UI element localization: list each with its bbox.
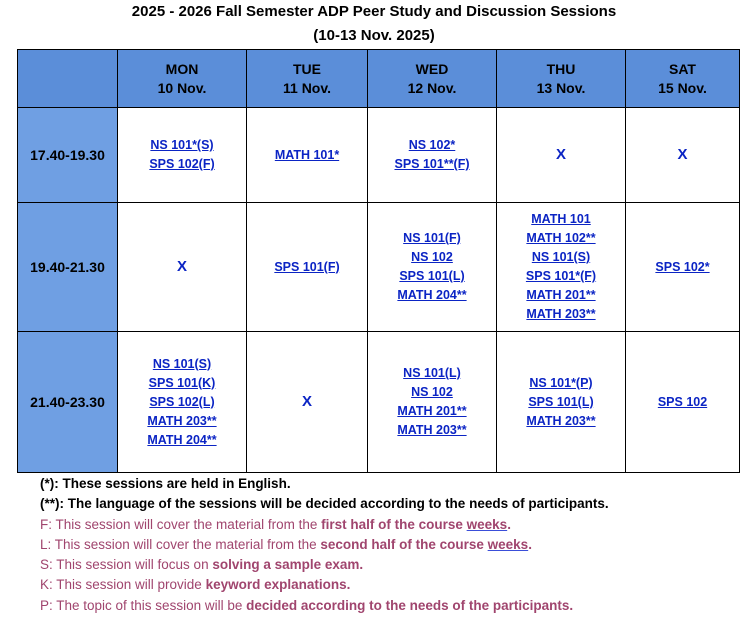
no-session-mark: X — [301, 393, 312, 410]
course-link[interactable]: SPS 101**(F) — [394, 157, 470, 171]
corner-cell — [18, 50, 118, 108]
legend-notes — [40, 474, 609, 616]
session-cell — [497, 108, 626, 203]
course-link[interactable]: SPS 101(K) — [148, 375, 216, 390]
course-link[interactable]: MATH 204** — [147, 432, 217, 447]
day-name: MON — [165, 60, 199, 77]
course-link[interactable]: MATH 201** — [397, 404, 467, 418]
session-cell — [247, 332, 368, 473]
day-name: TUE — [293, 60, 321, 77]
session-cell — [497, 332, 626, 473]
session-cell — [118, 203, 247, 332]
course-link[interactable]: NS 101*(S) — [150, 138, 214, 152]
course-link[interactable]: NS 101(F) — [403, 231, 461, 245]
course-link[interactable]: MATH 102** — [526, 231, 596, 245]
time-slot: 21.40-23.30 — [18, 332, 118, 473]
session-cell — [247, 108, 368, 203]
note-language: (**): The language of the sessions will be decided according to the needs of participants. — [40, 496, 609, 512]
header-row — [18, 50, 740, 108]
course-link[interactable]: MATH 203** — [147, 413, 217, 428]
course-link[interactable]: SPS 102(L) — [149, 394, 215, 409]
day-header — [626, 50, 740, 108]
session-cell — [626, 108, 740, 203]
course-link[interactable]: MATH 203** — [397, 423, 467, 437]
session-cell — [118, 332, 247, 473]
session-cell — [626, 203, 740, 332]
course-link[interactable]: MATH 203** — [526, 413, 596, 428]
no-session-mark: X — [555, 146, 566, 163]
note-english: (*): These sessions are held in English. — [40, 476, 291, 491]
session-cell — [247, 203, 368, 332]
course-link[interactable]: SPS 101(L) — [399, 269, 465, 283]
day-date: 11 Nov. — [283, 79, 331, 96]
course-link[interactable]: SPS 101*(F) — [525, 269, 597, 283]
course-link[interactable]: NS 102* — [408, 138, 456, 152]
session-cell — [368, 108, 497, 203]
note-f: F: This session will cover the material from the first half of the course weeks. — [40, 516, 511, 532]
session-cell — [497, 203, 626, 332]
course-link[interactable]: MATH 101 — [531, 212, 591, 226]
schedule-row — [18, 108, 740, 203]
day-name: SAT — [669, 60, 696, 77]
page-title: 2025 - 2026 Fall Semester ADP Peer Study and Discussion Sessions — [131, 3, 617, 20]
course-link[interactable]: MATH 101* — [274, 147, 340, 162]
session-cell — [626, 332, 740, 473]
schedule-row — [18, 332, 740, 473]
schedule-row — [18, 203, 740, 332]
course-link[interactable]: NS 102 — [411, 250, 453, 264]
day-date: 12 Nov. — [407, 79, 457, 96]
course-link[interactable]: SPS 102 — [657, 394, 708, 409]
no-session-mark: X — [176, 258, 187, 275]
page-subtitle: (10-13 Nov. 2025) — [313, 27, 435, 44]
day-name: WED — [415, 60, 449, 77]
course-link[interactable]: SPS 101(L) — [528, 394, 594, 409]
session-cell — [118, 108, 247, 203]
course-link[interactable]: NS 101(S) — [531, 250, 591, 264]
time-slot: 19.40-21.30 — [18, 203, 118, 332]
note-l: L: This session will cover the material from the second half of the course weeks. — [40, 536, 532, 552]
course-link[interactable]: MATH 204** — [397, 288, 467, 302]
session-cell — [368, 203, 497, 332]
day-header — [497, 50, 626, 108]
time-slot: 17.40-19.30 — [18, 108, 118, 203]
course-link[interactable]: NS 101*(P) — [529, 375, 593, 390]
day-header — [247, 50, 368, 108]
note-s: S: This session will focus on solving a sample exam. — [40, 557, 364, 573]
day-header — [118, 50, 247, 108]
course-link[interactable]: MATH 203** — [526, 307, 596, 321]
day-header — [368, 50, 497, 108]
course-link[interactable]: NS 101(L) — [403, 366, 461, 380]
course-link[interactable]: NS 101(S) — [152, 356, 212, 371]
course-link[interactable]: NS 102 — [411, 385, 453, 399]
note-k: K: This session will provide keyword explanations. — [40, 577, 351, 593]
day-name: THU — [546, 60, 576, 77]
no-session-mark: X — [677, 146, 688, 163]
day-date: 13 Nov. — [536, 79, 586, 96]
course-link[interactable]: MATH 201** — [526, 288, 596, 302]
session-cell — [368, 332, 497, 473]
course-link[interactable]: SPS 102(F) — [149, 157, 215, 171]
day-date: 10 Nov. — [157, 79, 207, 96]
schedule-table — [17, 49, 740, 473]
course-link[interactable]: SPS 101(F) — [274, 259, 340, 274]
course-link[interactable]: SPS 102* — [655, 259, 710, 274]
note-p: P: The topic of this session will be decided according to the needs of the participants. — [40, 597, 574, 613]
day-date: 15 Nov. — [658, 79, 707, 96]
